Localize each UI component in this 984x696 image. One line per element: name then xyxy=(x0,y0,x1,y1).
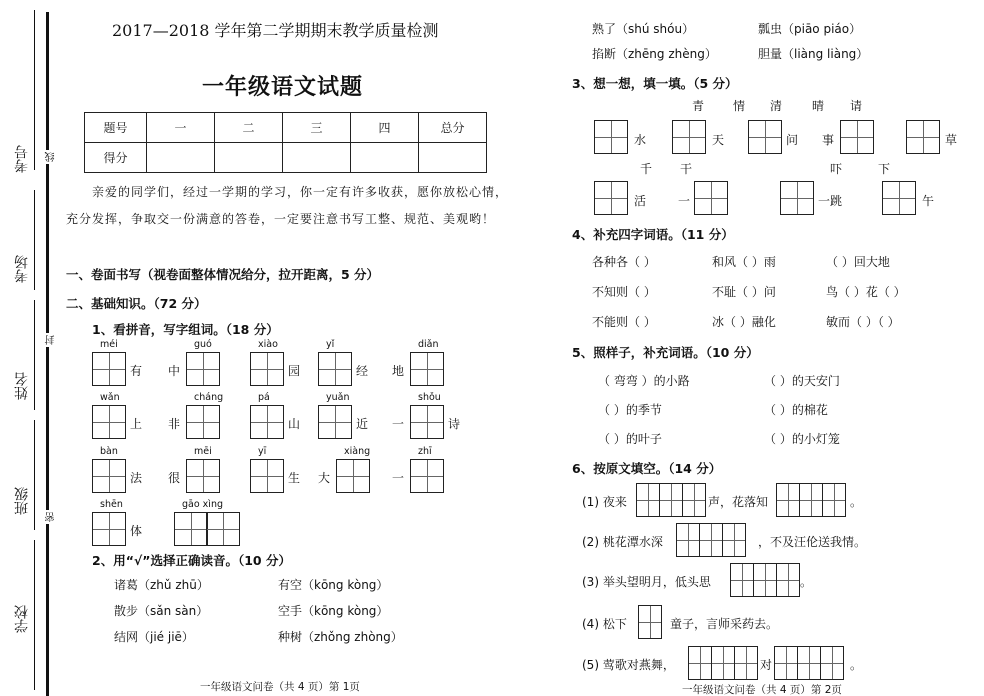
q5-blank-item[interactable]: （ ）的棉花 xyxy=(764,403,828,417)
page-1-footer: 一年级语文问卷（共 4 页）第 1页 xyxy=(200,681,360,693)
writing-grid[interactable] xyxy=(699,523,723,557)
exam-title: 一年级语文试题 xyxy=(202,74,364,100)
q6-text: (2) 桃花潭水深 xyxy=(582,535,663,549)
question-5-heading: 5、照样子，补充词语。（10 分） xyxy=(572,345,759,360)
mark-seal: 封 xyxy=(46,335,57,345)
q1-char: 体 xyxy=(130,524,143,538)
pinyin-label: méi xyxy=(100,339,118,350)
score-cell: 三 xyxy=(283,113,351,143)
score-cell: 得分 xyxy=(85,143,147,173)
score-table xyxy=(84,112,487,173)
q1-char: 一 xyxy=(392,417,405,431)
question-2-heading: 2、用“√”选择正确读音。（10 分） xyxy=(92,553,291,568)
writing-grid[interactable] xyxy=(776,563,800,597)
underline-exam-room xyxy=(34,190,35,290)
pinyin-label: yǐ xyxy=(326,339,335,350)
writing-grid[interactable] xyxy=(711,646,735,680)
q3-char: 一跳 xyxy=(818,194,843,208)
writing-grid[interactable] xyxy=(174,512,208,546)
writing-grid[interactable] xyxy=(318,352,352,386)
writing-grid[interactable] xyxy=(694,181,728,215)
writing-grid[interactable] xyxy=(882,181,916,215)
q5-blank-item[interactable]: （ 弯弯 ）的小路 xyxy=(598,374,690,388)
q1-char: 法 xyxy=(130,471,143,485)
writing-grid[interactable] xyxy=(776,483,800,517)
q4-blank-item[interactable]: 冰（ ）融化 xyxy=(712,315,776,329)
score-header-row xyxy=(85,113,487,143)
pinyin-label: xiàng xyxy=(344,446,371,457)
pinyin-label: cháng xyxy=(194,392,224,403)
pinyin-label: shēn xyxy=(100,499,123,510)
pinyin-label: pá xyxy=(258,392,270,403)
p2-top-item[interactable]: 瓢虫（piāo piáo） xyxy=(758,22,862,36)
p2-top-item[interactable]: 胆量（liàng liàng） xyxy=(758,47,869,61)
writing-grid[interactable] xyxy=(638,605,662,639)
page-2-footer: 一年级语文问卷（共 4 页）第 2页 xyxy=(682,684,842,696)
pinyin-label: gāo xìng xyxy=(182,499,223,510)
pinyin-label: zhī xyxy=(418,446,432,457)
score-value-row xyxy=(85,143,487,173)
writing-grid[interactable] xyxy=(822,483,846,517)
writing-grid[interactable] xyxy=(92,405,126,439)
writing-grid[interactable] xyxy=(688,646,712,680)
score-input[interactable] xyxy=(147,143,215,173)
q3-option-char: 请 xyxy=(850,99,863,113)
label-school: 学校 xyxy=(14,605,30,633)
q4-blank-item[interactable]: 各种各（ ） xyxy=(592,255,656,269)
writing-grid[interactable] xyxy=(780,181,814,215)
score-input[interactable] xyxy=(351,143,419,173)
q3-option-char: 下 xyxy=(878,162,891,176)
q6-text: 声，花落知 xyxy=(708,495,769,509)
underline-name xyxy=(34,300,35,410)
q6-text: 。 xyxy=(850,658,863,672)
writing-grid[interactable] xyxy=(753,563,777,597)
q1-char: 地 xyxy=(392,364,405,378)
q5-blank-item[interactable]: （ ）的季节 xyxy=(598,403,662,417)
writing-grid[interactable] xyxy=(797,646,821,680)
q4-blank-item[interactable]: 和风（ ）雨 xyxy=(712,255,776,269)
writing-grid[interactable] xyxy=(250,459,284,493)
q3-char: 一 xyxy=(678,194,691,208)
writing-grid[interactable] xyxy=(336,459,370,493)
q6-text: (3) 举头望明月，低头思 xyxy=(582,575,711,589)
writing-grid[interactable] xyxy=(659,483,683,517)
q3-option-char: 晴 xyxy=(812,99,825,113)
p2-top-item[interactable]: 掐断（zhēng zhèng） xyxy=(592,47,717,61)
q6-text: (4) 松下 xyxy=(582,617,627,631)
writing-grid[interactable] xyxy=(748,120,782,154)
writing-grid[interactable] xyxy=(186,405,220,439)
writing-grid[interactable] xyxy=(410,459,444,493)
binding-line xyxy=(46,12,49,696)
score-cell: 四 xyxy=(351,113,419,143)
writing-grid[interactable] xyxy=(410,405,444,439)
mark-line: 线 xyxy=(46,152,57,162)
q3-char: 午 xyxy=(922,194,935,208)
writing-grid[interactable] xyxy=(186,352,220,386)
q5-blank-item[interactable]: （ ）的小灯笼 xyxy=(764,432,840,446)
writing-grid[interactable] xyxy=(774,646,798,680)
q1-char: 山 xyxy=(288,417,301,431)
q3-option-char: 青 xyxy=(692,99,705,113)
q3-option-char: 情 xyxy=(733,99,746,113)
underline-class xyxy=(34,420,35,530)
q3-option-char: 吓 xyxy=(830,162,843,176)
underline-school xyxy=(34,540,35,690)
q2-item[interactable]: 种树（zhǒng zhòng） xyxy=(278,630,403,644)
q6-text: 。 xyxy=(850,495,863,509)
q1-char: 诗 xyxy=(448,417,461,431)
score-cell: 总分 xyxy=(419,113,487,143)
pinyin-label: xiào xyxy=(258,339,278,350)
writing-grid[interactable] xyxy=(250,405,284,439)
label-class: 班级 xyxy=(14,487,30,515)
q6-text: 。 xyxy=(800,575,813,589)
q4-blank-item[interactable]: 敏而（ ）（ ） xyxy=(826,315,900,329)
section-2-heading: 二、基础知识。（72 分） xyxy=(66,296,207,311)
pinyin-label: guó xyxy=(194,339,212,350)
writing-grid[interactable] xyxy=(734,646,758,680)
q1-char: 近 xyxy=(356,417,369,431)
q4-blank-item[interactable]: 不耻（ ）问 xyxy=(712,285,776,299)
pinyin-label: mēi xyxy=(194,446,212,457)
q1-char: 非 xyxy=(168,417,181,431)
question-6-heading: 6、按原文填空。（14 分） xyxy=(572,461,722,476)
q1-char: 园 xyxy=(288,364,301,378)
writing-grid[interactable] xyxy=(799,483,823,517)
label-exam-room: 考场 xyxy=(14,255,30,283)
intro-line-2: 充分发挥，争取交一份满意的答卷，一定要注意书写工整、规范、美观哟！ xyxy=(66,212,496,226)
mark-close: 密 xyxy=(46,512,57,522)
writing-grid[interactable] xyxy=(410,352,444,386)
q4-blank-item[interactable]: 不能则（ ） xyxy=(592,315,656,329)
pinyin-label: diǎn xyxy=(418,339,439,350)
q1-char: 中 xyxy=(168,364,181,378)
q3-option-char: 清 xyxy=(770,99,783,113)
pinyin-label: shǒu xyxy=(418,392,441,403)
intro-line-1: 亲爱的同学们，经过一学期的学习，你一定有许多收获，愿你放松心情， xyxy=(92,185,509,199)
label-exam-no: 考号 xyxy=(14,145,30,173)
exam-subtitle: 2017—2018 学年第二学期期末教学质量检测 xyxy=(112,21,439,40)
q5-blank-item[interactable]: （ ）的叶子 xyxy=(598,432,662,446)
writing-grid[interactable] xyxy=(206,512,240,546)
score-cell: 一 xyxy=(147,113,215,143)
question-3-heading: 3、想一想，填一填。（5 分） xyxy=(572,76,738,91)
q4-blank-item[interactable]: 不知则（ ） xyxy=(592,285,656,299)
writing-grid[interactable] xyxy=(594,181,628,215)
writing-grid[interactable] xyxy=(906,120,940,154)
writing-grid[interactable] xyxy=(820,646,844,680)
score-cell: 二 xyxy=(215,113,283,143)
q5-blank-item[interactable]: （ ）的天安门 xyxy=(764,374,840,388)
q6-text: (5) 莺歌对燕舞， xyxy=(582,658,675,672)
question-4-heading: 4、补充四字词语。（11 分） xyxy=(572,227,734,242)
q2-item[interactable]: 结网（jié jiē） xyxy=(114,630,194,644)
q4-blank-item[interactable]: 鸟（ ）花（ ） xyxy=(826,285,906,299)
score-input[interactable] xyxy=(419,143,487,173)
q1-char: 上 xyxy=(130,417,143,431)
underline-exam-no xyxy=(34,10,35,170)
q2-item[interactable]: 诸葛（zhǔ zhū） xyxy=(114,578,209,592)
score-cell: 题号 xyxy=(85,113,147,143)
writing-grid[interactable] xyxy=(250,352,284,386)
writing-grid[interactable] xyxy=(186,459,220,493)
q2-item[interactable]: 有空（kōng kòng） xyxy=(278,578,389,592)
q3-char: 问 xyxy=(786,133,799,147)
pinyin-label: yī xyxy=(258,446,267,457)
writing-grid[interactable] xyxy=(318,405,352,439)
writing-grid[interactable] xyxy=(722,523,746,557)
q1-char: 有 xyxy=(130,364,143,378)
pinyin-label: yuǎn xyxy=(326,392,350,403)
q3-option-char: 千 xyxy=(640,162,653,176)
q3-char: 事 xyxy=(822,133,835,147)
writing-grid[interactable] xyxy=(676,523,700,557)
writing-grid[interactable] xyxy=(594,120,628,154)
writing-grid[interactable] xyxy=(672,120,706,154)
writing-grid[interactable] xyxy=(636,483,660,517)
q3-char: 草 xyxy=(945,133,958,147)
writing-grid[interactable] xyxy=(92,459,126,493)
q3-char: 活 xyxy=(634,194,647,208)
score-input[interactable] xyxy=(215,143,283,173)
score-input[interactable] xyxy=(283,143,351,173)
question-1-heading: 1、看拼音，写字组词。（18 分） xyxy=(92,322,279,337)
q6-text: (1) 夜来 xyxy=(582,495,627,509)
label-name: 姓名 xyxy=(14,372,30,400)
q1-char: 生 xyxy=(288,471,301,485)
q6-text: 童子，言师采药去。 xyxy=(670,617,779,631)
q3-char: 水 xyxy=(634,133,647,147)
q1-char: 很 xyxy=(168,471,181,485)
q6-text: ，不及汪伦送我情。 xyxy=(758,535,867,549)
q4-blank-item[interactable]: （ ）回大地 xyxy=(826,255,890,269)
q2-item[interactable]: 散步（sǎn sàn） xyxy=(114,604,209,618)
writing-grid[interactable] xyxy=(92,352,126,386)
q1-char: 大 xyxy=(318,471,331,485)
section-1-heading: 一、卷面书写（视卷面整体情况给分，拉开距离，5 分） xyxy=(66,267,380,282)
q1-char: 一 xyxy=(392,471,405,485)
q6-text: 对 xyxy=(760,658,773,672)
writing-grid[interactable] xyxy=(840,120,874,154)
q1-char: 经 xyxy=(356,364,369,378)
q3-option-char: 干 xyxy=(680,162,693,176)
p2-top-item[interactable]: 熟了（shú shóu） xyxy=(592,22,695,36)
writing-grid[interactable] xyxy=(730,563,754,597)
pinyin-label: wǎn xyxy=(100,392,120,403)
q2-item[interactable]: 空手（kōng kòng） xyxy=(278,604,389,618)
pinyin-label: bàn xyxy=(100,446,118,457)
writing-grid[interactable] xyxy=(682,483,706,517)
writing-grid[interactable] xyxy=(92,512,126,546)
q3-char: 天 xyxy=(712,133,725,147)
